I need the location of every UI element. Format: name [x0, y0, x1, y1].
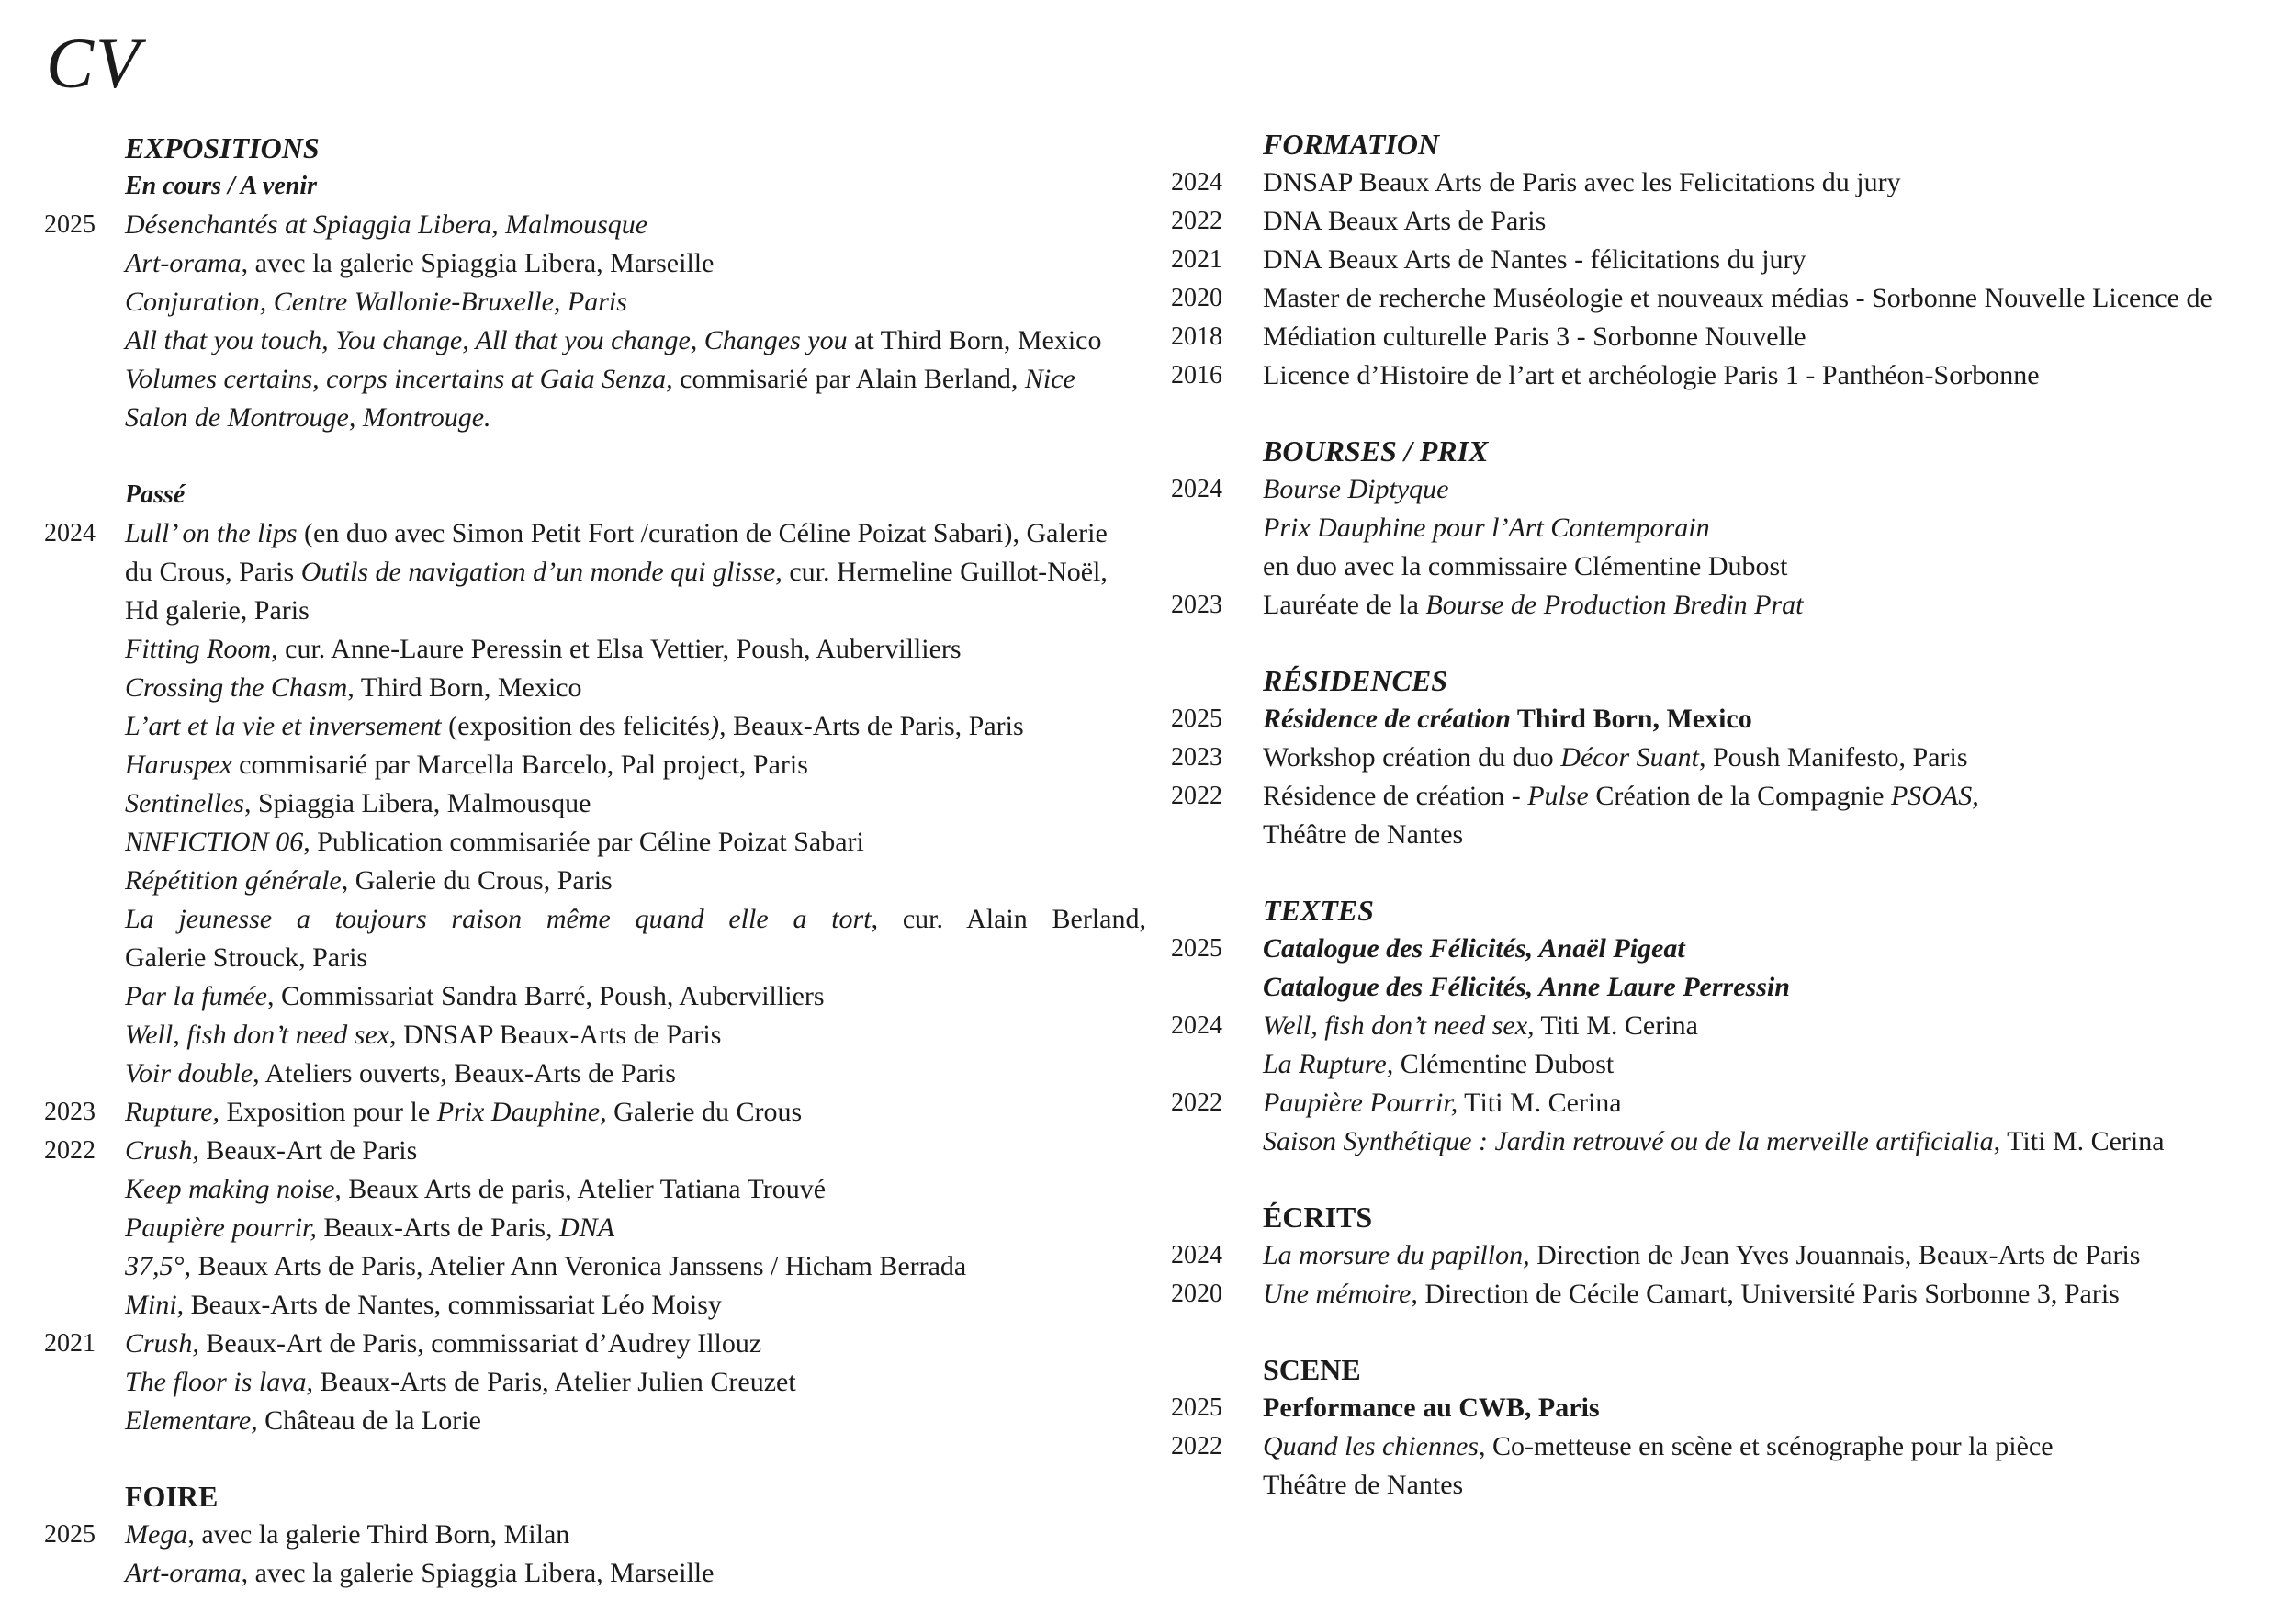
entry-year — [1171, 1466, 1263, 1505]
entry-text: Well, fish don’t need sex, Titi M. Cerina — [1263, 1010, 1698, 1041]
entry-year: 2023 — [1171, 743, 1222, 772]
entry-year — [44, 746, 125, 784]
section-heading: EXPOSITIONS — [125, 131, 320, 164]
entry-text: Catalogue des Félicités, Anaël Pigeat — [1263, 933, 1685, 964]
entry-text: Haruspex commisarié par Marcella Barcelo, Pal project, Paris — [125, 750, 808, 780]
entry-text: Paupière pourrir, Beaux-Arts de Paris, DNA — [125, 1212, 615, 1243]
entry-text: Voir double, Ateliers ouverts, Beaux-Arts de Paris — [125, 1058, 676, 1088]
entry-text: Prix Dauphine pour l’Art Contemporain — [1263, 513, 1710, 543]
exhibition-list-current — [44, 206, 1146, 437]
section-heading: FORMATION — [1263, 128, 1440, 161]
cv-entry — [44, 669, 1146, 707]
entry-year: 2024 — [1171, 1241, 1222, 1269]
entry-text: Répétition générale, Galerie du Crous, Paris — [125, 865, 613, 896]
entry-year — [44, 244, 125, 283]
cv-entry — [1171, 1427, 2273, 1466]
cv-entry — [1171, 202, 2273, 241]
entry-text: Performance au CWB, Paris — [1263, 1393, 1600, 1423]
section-heading: TEXTES — [1263, 894, 1374, 927]
page-title: CV — [46, 23, 141, 103]
entry-year: 2022 — [1171, 1432, 1222, 1460]
entry-text: Lull’ on the lips (en duo avec Simon Petit Fort /curation de Céline Poizat Sabari), Galerie — [125, 518, 1108, 548]
entry-text: Une mémoire, Direction de Cécile Camart, Université Paris Sorbonne 3, Paris — [1263, 1279, 2120, 1309]
entry-year — [44, 1247, 125, 1286]
entry-text: NNFICTION 06, Publication commisariée par Céline Poizat Sabari — [125, 827, 864, 857]
section-residences — [1171, 661, 2273, 854]
entry-year — [44, 1209, 125, 1247]
entry-year — [44, 669, 125, 707]
cv-entry — [1171, 777, 2273, 816]
cv-entry — [1171, 586, 2273, 625]
cv-entry — [1171, 1236, 2273, 1275]
entry-year: 2024 — [44, 519, 96, 547]
cv-entry — [44, 784, 1146, 823]
entry-text: Licence d’Histoire de l’art et archéologie Paris 1 - Panthéon-Sorbonne — [1263, 360, 2040, 390]
cv-entry — [44, 1209, 1146, 1247]
entry-year — [44, 399, 125, 437]
entry-text: Catalogue des Félicités, Anne Laure Perressin — [1263, 972, 1790, 1002]
entry-year — [1171, 509, 1263, 547]
entry-text: Crush, Beaux-Art de Paris, commissariat d’Audrey Illouz — [125, 1328, 762, 1359]
section-formation — [1171, 125, 2273, 395]
cv-entry — [44, 939, 1146, 977]
entry-year — [1171, 1122, 1263, 1161]
cv-entry — [44, 746, 1146, 784]
exhibition-list-past — [44, 514, 1146, 1440]
cv-entry — [44, 707, 1146, 746]
entry-year — [44, 977, 125, 1016]
entry-text: Bourse Diptyque — [1263, 474, 1449, 504]
entry-text: Volumes certains, corps incertains at Gaia Senza, commisarié par Alain Berland, Nice — [125, 364, 1075, 394]
entry-text: Well, fish don’t need sex, DNSAP Beaux-Arts de Paris — [125, 1020, 722, 1050]
entry-year — [1171, 1045, 1263, 1084]
cv-entry — [1171, 1122, 2273, 1161]
entry-text: Résidence de création - Pulse Création de la Compagnie PSOAS, — [1263, 781, 1979, 811]
section-bourses — [1171, 432, 2273, 625]
cv-entry — [44, 1363, 1146, 1402]
entry-text: Conjuration, Centre Wallonie-Bruxelle, Paris — [125, 287, 627, 317]
entry-text: Keep making noise, Beaux Arts de paris, Atelier Tatiana Trouvé — [125, 1174, 827, 1204]
cv-entry — [1171, 279, 2273, 318]
section-heading: ÉCRITS — [1263, 1201, 1373, 1234]
entry-text: Désenchantés at Spiaggia Libera, Malmousque — [125, 209, 648, 240]
cv-entry — [44, 1170, 1146, 1209]
cv-entry — [44, 1054, 1146, 1093]
entry-year — [44, 321, 125, 360]
cv-entry — [1171, 1275, 2273, 1314]
entry-year: 2022 — [1171, 207, 1222, 235]
entry-year — [44, 553, 125, 592]
entry-text: Fitting Room, cur. Anne-Laure Peressin et Elsa Vettier, Poush, Aubervilliers — [125, 634, 962, 664]
entry-year — [44, 1016, 125, 1054]
cv-entry — [44, 360, 1146, 399]
entry-year — [1171, 547, 1263, 586]
cv-entry — [44, 321, 1146, 360]
entry-year: 2022 — [44, 1136, 96, 1165]
cv-entry — [1171, 1007, 2273, 1045]
cv-entry — [1171, 1084, 2273, 1122]
entry-year — [44, 862, 125, 900]
cv-entry — [1171, 1389, 2273, 1427]
subsection-heading-current: En cours / A venir — [125, 172, 318, 200]
entry-text: Paupière Pourrir, Titi M. Cerina — [1263, 1088, 1622, 1118]
entry-text: 37,5°, Beaux Arts de Paris, Atelier Ann Veronica Janssens / Hicham Berrada — [125, 1251, 967, 1281]
section-heading: SCENE — [1263, 1353, 1361, 1386]
entry-text: La morsure du papillon, Direction de Jean Yves Jouannais, Beaux-Arts de Paris — [1263, 1240, 2141, 1270]
entry-text: Théâtre de Nantes — [1263, 819, 1464, 850]
cv-entry — [44, 823, 1146, 862]
cv-entry — [44, 1325, 1146, 1363]
entry-year — [44, 1054, 125, 1093]
entry-year — [44, 823, 125, 862]
entry-text: DNA Beaux Arts de Paris — [1263, 206, 1547, 236]
cv-entry — [1171, 318, 2273, 356]
cv-entry — [44, 1016, 1146, 1054]
cv-entry — [44, 630, 1146, 669]
entry-year: 2025 — [44, 1520, 96, 1549]
entry-year: 2025 — [1171, 934, 1222, 963]
cv-entry — [1171, 968, 2273, 1007]
entry-year — [44, 630, 125, 669]
entry-text: Mini, Beaux-Arts de Nantes, commissariat Léo Moisy — [125, 1290, 722, 1320]
entry-text: Lauréate de la Bourse de Production Bredin Prat — [1263, 590, 1804, 620]
entry-year: 2021 — [1171, 245, 1222, 274]
entry-year: 2022 — [1171, 782, 1222, 810]
cv-entry — [1171, 700, 2273, 739]
entry-text: L’art et la vie et inversement (exposition des felicités), Beaux-Arts de Paris, Paris — [125, 711, 1024, 741]
entry-year — [1171, 968, 1263, 1007]
cv-entry — [1171, 547, 2273, 586]
entry-text: Master de recherche Muséologie et nouveaux médias - Sorbonne Nouvelle Licence de — [1263, 283, 2212, 313]
cv-entry — [1171, 1466, 2273, 1505]
entry-year — [44, 1363, 125, 1402]
entry-year: 2025 — [44, 210, 96, 239]
cv-entry — [44, 977, 1146, 1016]
entry-text: Résidence de création Third Born, Mexico — [1263, 704, 1752, 734]
entry-year — [44, 1170, 125, 1209]
entry-year — [44, 939, 125, 977]
entry-text: The floor is lava, Beaux-Arts de Paris, Atelier Julien Creuzet — [125, 1367, 796, 1397]
entry-year — [1171, 816, 1263, 854]
cv-entry — [44, 553, 1146, 592]
cv-entry — [1171, 739, 2273, 777]
cv-entry — [44, 399, 1146, 437]
cv-entry — [44, 1516, 1146, 1554]
cv-entry — [44, 1247, 1146, 1286]
entry-text: Salon de Montrouge, Montrouge. — [125, 402, 491, 433]
cv-entry — [1171, 509, 2273, 547]
entry-year — [44, 592, 125, 630]
cv-entry — [1171, 356, 2273, 395]
entry-year — [44, 283, 125, 321]
entry-text: La jeunesse a toujours raison même quand elle a tort, cur. Alain Berland, — [125, 904, 1146, 934]
entry-text: Hd galerie, Paris — [125, 595, 310, 626]
cv-entry — [44, 1286, 1146, 1325]
entry-year — [44, 1402, 125, 1440]
entry-year: 2023 — [44, 1098, 96, 1126]
entry-year — [44, 1286, 125, 1325]
entry-year — [44, 1554, 125, 1593]
entry-text: Saison Synthétique : Jardin retrouvé ou de la merveille artificialia, Titi M. Cerina — [1263, 1126, 2165, 1156]
entry-year: 2024 — [1171, 1011, 1222, 1040]
cv-entry — [44, 244, 1146, 283]
entry-year: 2021 — [44, 1329, 96, 1358]
cv-entry — [1171, 470, 2273, 509]
cv-entry — [1171, 241, 2273, 279]
entry-year: 2023 — [1171, 591, 1222, 619]
entry-text: Sentinelles, Spiaggia Libera, Malmousque — [125, 788, 591, 818]
section-heading: RÉSIDENCES — [1263, 664, 1447, 697]
entry-text: Crush, Beaux-Art de Paris — [125, 1135, 418, 1166]
entry-text: La Rupture, Clémentine Dubost — [1263, 1049, 1615, 1079]
entry-year — [44, 784, 125, 823]
entry-year — [44, 900, 125, 939]
entry-year — [44, 707, 125, 746]
entry-text: Art-orama, avec la galerie Spiaggia Libera, Marseille — [125, 1558, 715, 1588]
entry-text: Rupture, Exposition pour le Prix Dauphine, Galerie du Crous — [125, 1097, 803, 1127]
entry-text: en duo avec la commissaire Clémentine Dubost — [1263, 551, 1788, 581]
entry-year: 2020 — [1171, 1280, 1222, 1308]
entry-text: Elementare, Château de la Lorie — [125, 1405, 481, 1436]
entry-year: 2024 — [1171, 475, 1222, 503]
entry-year: 2025 — [1171, 705, 1222, 733]
entry-year: 2024 — [1171, 168, 1222, 197]
cv-entry — [44, 206, 1146, 244]
entry-year: 2025 — [1171, 1393, 1222, 1422]
entry-text: Crossing the Chasm, Third Born, Mexico — [125, 672, 582, 703]
entry-text: du Crous, Paris Outils de navigation d’un monde qui glisse, cur. Hermeline Guillot-Noël, — [125, 557, 1108, 587]
section-scene — [1171, 1350, 2273, 1505]
right-column — [1171, 125, 2273, 1505]
section-ecrits — [1171, 1198, 2273, 1314]
section-heading: FOIRE — [125, 1480, 219, 1513]
entry-year: 2022 — [1171, 1088, 1222, 1117]
cv-entry — [44, 283, 1146, 321]
entry-text: DNA Beaux Arts de Nantes - félicitations du jury — [1263, 244, 1806, 275]
cv-entry — [1171, 164, 2273, 202]
section-heading: BOURSES / PRIX — [1263, 434, 1489, 468]
entry-year: 2018 — [1171, 322, 1222, 351]
section-textes — [1171, 891, 2273, 1161]
entry-text: Par la fumée, Commissariat Sandra Barré, Poush, Aubervilliers — [125, 981, 825, 1011]
entry-text: All that you touch, You change, All that you change, Changes you at Third Born, Mexico — [125, 325, 1102, 355]
left-column — [44, 129, 1146, 1593]
entry-text: Théâtre de Nantes — [1263, 1470, 1464, 1500]
cv-entry — [44, 1093, 1146, 1132]
entry-text: DNSAP Beaux Arts de Paris avec les Felicitations du jury — [1263, 167, 1901, 197]
entry-text: Médiation culturelle Paris 3 - Sorbonne Nouvelle — [1263, 321, 1806, 352]
section-foire — [44, 1477, 1146, 1593]
cv-entry — [44, 862, 1146, 900]
section-expositions — [44, 129, 1146, 1440]
cv-entry — [1171, 1045, 2273, 1084]
cv-entry — [44, 592, 1146, 630]
entry-text: Workshop création du duo Décor Suant, Poush Manifesto, Paris — [1263, 742, 1968, 773]
cv-entry — [44, 1554, 1146, 1593]
entry-text: Galerie Strouck, Paris — [125, 942, 368, 973]
cv-entry — [44, 1402, 1146, 1440]
entry-year — [44, 360, 125, 399]
cv-entry — [1171, 816, 2273, 854]
entry-year: 2016 — [1171, 361, 1222, 389]
entry-text: Art-orama, avec la galerie Spiaggia Libera, Marseille — [125, 248, 715, 278]
entry-text: Quand les chiennes, Co-metteuse en scène et scénographe pour la pièce — [1263, 1431, 2054, 1461]
entry-text: Mega, avec la galerie Third Born, Milan — [125, 1519, 570, 1550]
cv-entry — [44, 1132, 1146, 1170]
entry-year: 2020 — [1171, 284, 1222, 312]
cv-entry — [1171, 930, 2273, 968]
subsection-heading-past: Passé — [125, 480, 186, 509]
cv-entry — [44, 900, 1146, 939]
fair-list — [44, 1516, 1146, 1593]
cv-entry — [44, 514, 1146, 553]
